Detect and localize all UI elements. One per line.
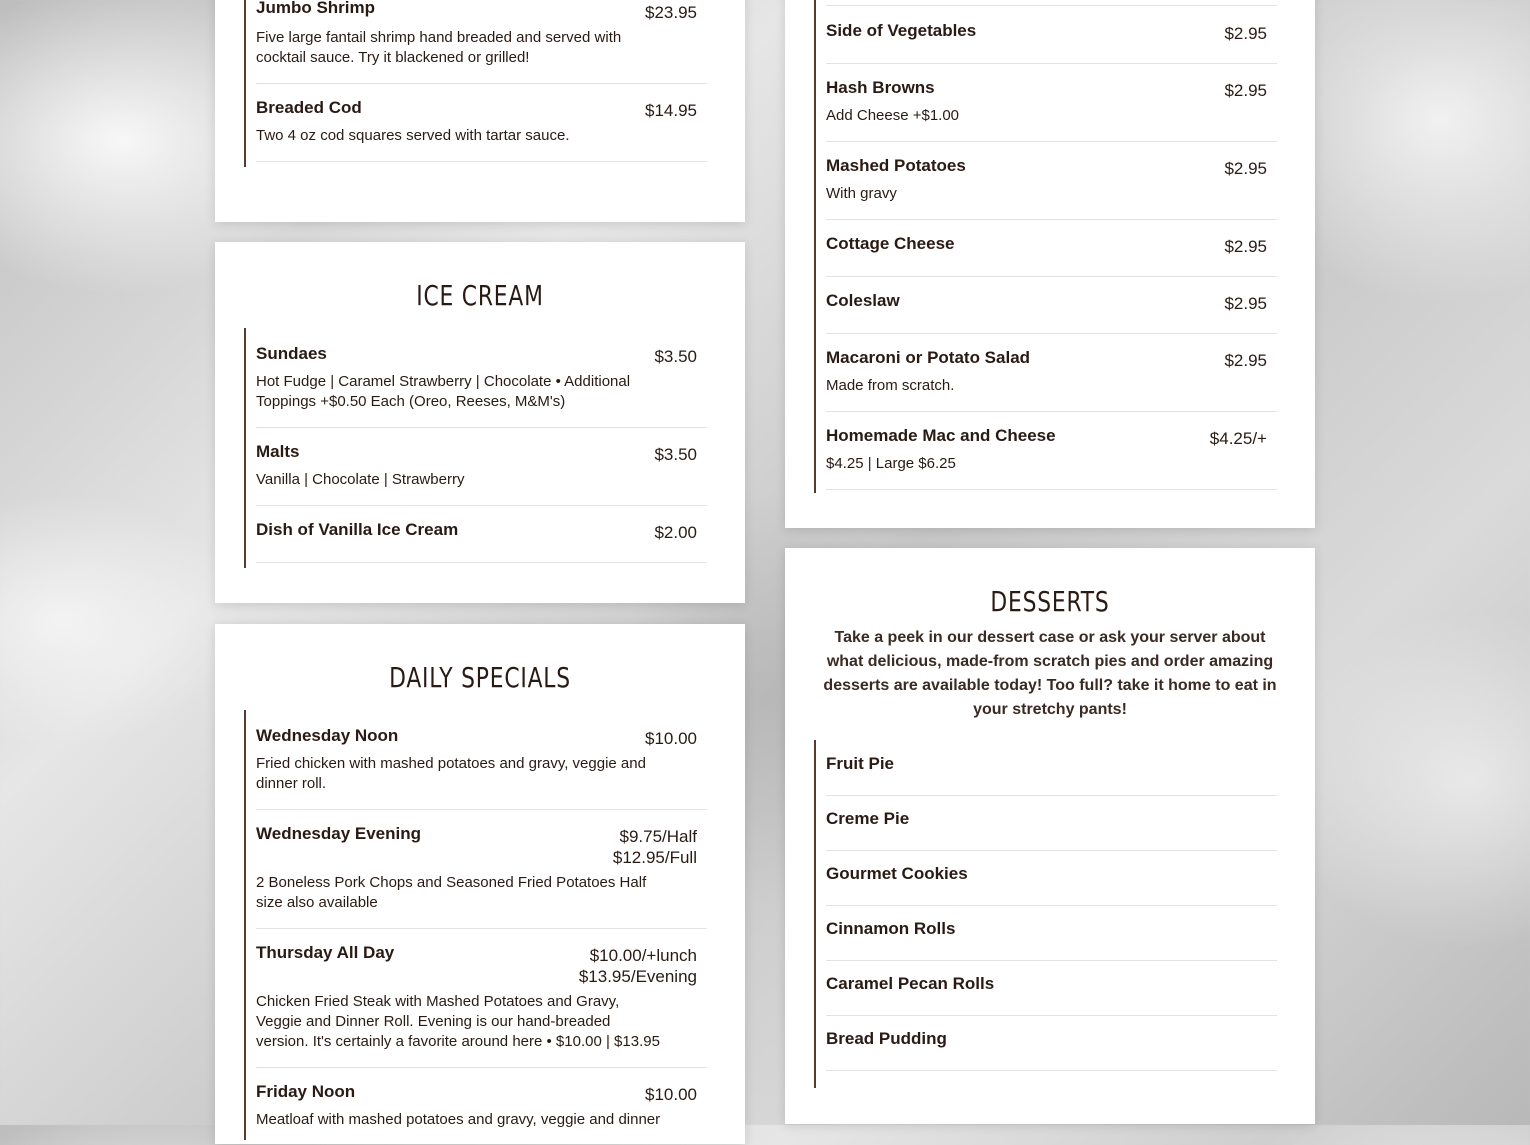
item-price: $3.50: [654, 347, 697, 366]
item-description: Add Cheese +$1.00: [826, 107, 960, 124]
sides-card: [785, 0, 1315, 528]
item-name: Dish of Vanilla Ice Cream: [256, 520, 459, 539]
item-name: Coleslaw: [826, 291, 900, 310]
item-name: Thursday All Day: [256, 943, 395, 962]
menu-item: [826, 334, 1277, 412]
menu-item: [826, 961, 1277, 1016]
menu-item: [256, 810, 707, 929]
menu-item: [256, 1068, 707, 1145]
item-price: $10.00/+lunch $13.95/Evening: [578, 946, 697, 986]
section-title: DESSERTS: [990, 585, 1110, 618]
menu-item: [256, 0, 707, 84]
item-price: $4.25/+: [1209, 429, 1267, 448]
ice-cream-list: [244, 328, 707, 568]
item-price: $2.95: [1224, 81, 1267, 100]
desserts-list: [814, 740, 1277, 1088]
menu-item: [826, 1016, 1277, 1071]
item-description: Vanilla | Chocolate | Strawberry: [256, 471, 465, 488]
menu-item: [826, 6, 1277, 64]
item-name: Friday Noon: [256, 1082, 356, 1101]
menu-item: [826, 412, 1277, 490]
desserts-card: [785, 548, 1315, 1124]
item-price: $2.95: [1224, 351, 1267, 370]
item-price: $2.95: [1224, 237, 1267, 256]
item-price: $14.95: [645, 101, 697, 120]
menu-item: [256, 84, 707, 162]
item-price: $10.00: [645, 729, 697, 748]
menu-item: [826, 277, 1277, 334]
sides-list: [814, 0, 1277, 493]
item-description: Made from scratch.: [826, 377, 955, 394]
item-price: $9.75/Half $12.95/Full: [612, 827, 697, 867]
item-name: Wednesday Evening: [256, 824, 422, 843]
item-description: Hot Fudge | Caramel Strawberry | Chocolate • Additional Toppings +$0.50 Each (Oreo, Reeses, M&M's): [256, 373, 631, 410]
item-description: Chicken Fried Steak with Mashed Potatoes and Gravy, Veggie and Dinner Roll. Evening is our hand-breaded version. It's certainly a favorite around here • $10.00 | $13.95: [256, 993, 660, 1050]
item-name: Cottage Cheese: [826, 234, 955, 253]
menu-item: [256, 710, 707, 810]
desserts-intro: Take a peek in our dessert case or ask your server about what delicious, made-from scratch pies and order amazing desserts are available today! Too full? take it home to eat in your stretchy pants!: [823, 629, 1277, 718]
menu-item: [256, 506, 707, 563]
menu-item: [826, 220, 1277, 277]
item-name: Creme Pie: [826, 809, 910, 828]
item-name: Breaded Cod: [256, 98, 362, 117]
item-price: $2.95: [1224, 24, 1267, 43]
menu-item: [256, 428, 707, 506]
menu-item: [826, 906, 1277, 961]
item-description: Five large fantail shrimp hand breaded and served with cocktail sauce. Try it blackened or grilled!: [256, 29, 622, 66]
menu-item: [826, 851, 1277, 906]
menu-item: [256, 328, 707, 428]
menu-item: [826, 64, 1277, 142]
section-title: DAILY SPECIALS: [389, 661, 571, 694]
item-name: Bread Pudding: [826, 1029, 947, 1048]
menu-item: [826, 796, 1277, 851]
section-title: ICE CREAM: [416, 279, 544, 312]
item-name: Mashed Potatoes: [826, 156, 966, 175]
item-price: $2.95: [1224, 159, 1267, 178]
item-description: Two 4 oz cod squares served with tartar sauce.: [256, 127, 570, 144]
item-description: Meatloaf with mashed potatoes and gravy, veggie and dinner: [256, 1111, 661, 1128]
item-name: Cinnamon Rolls: [826, 919, 956, 938]
item-name: Wednesday Noon: [256, 726, 399, 745]
seafood-card: [215, 0, 745, 222]
item-description: $4.25 | Large $6.25: [826, 455, 956, 472]
daily-specials-card: [215, 624, 745, 1144]
item-name: Malts: [256, 442, 300, 461]
daily-specials-list: [244, 710, 707, 1140]
ice-cream-card: [215, 242, 745, 603]
item-name: Macaroni or Potato Salad: [826, 348, 1031, 367]
item-description: 2 Boneless Pork Chops and Seasoned Fried Potatoes Half size also available: [256, 874, 647, 911]
item-name: Fruit Pie: [826, 754, 895, 773]
item-name: Caramel Pecan Rolls: [826, 974, 995, 993]
item-name: Hash Browns: [826, 78, 935, 97]
item-name: Homemade Mac and Cheese: [826, 426, 1056, 445]
item-description: With gravy: [826, 185, 897, 202]
item-price: $23.95: [645, 3, 697, 22]
item-name: Side of Vegetables: [826, 21, 977, 40]
item-name: Gourmet Cookies: [826, 864, 968, 883]
item-name: Sundaes: [256, 344, 327, 363]
item-price: $2.00: [654, 523, 697, 542]
menu-item: [826, 142, 1277, 220]
item-price: $2.95: [1224, 294, 1267, 313]
item-description: Fried chicken with mashed potatoes and gravy, veggie and dinner roll.: [256, 755, 646, 792]
menu-item: [256, 929, 707, 1068]
item-name: Jumbo Shrimp: [256, 0, 376, 17]
item-price: $3.50: [654, 445, 697, 464]
menu-item: [826, 740, 1277, 796]
seafood-list: [244, 0, 707, 167]
item-price: $10.00: [645, 1085, 697, 1104]
